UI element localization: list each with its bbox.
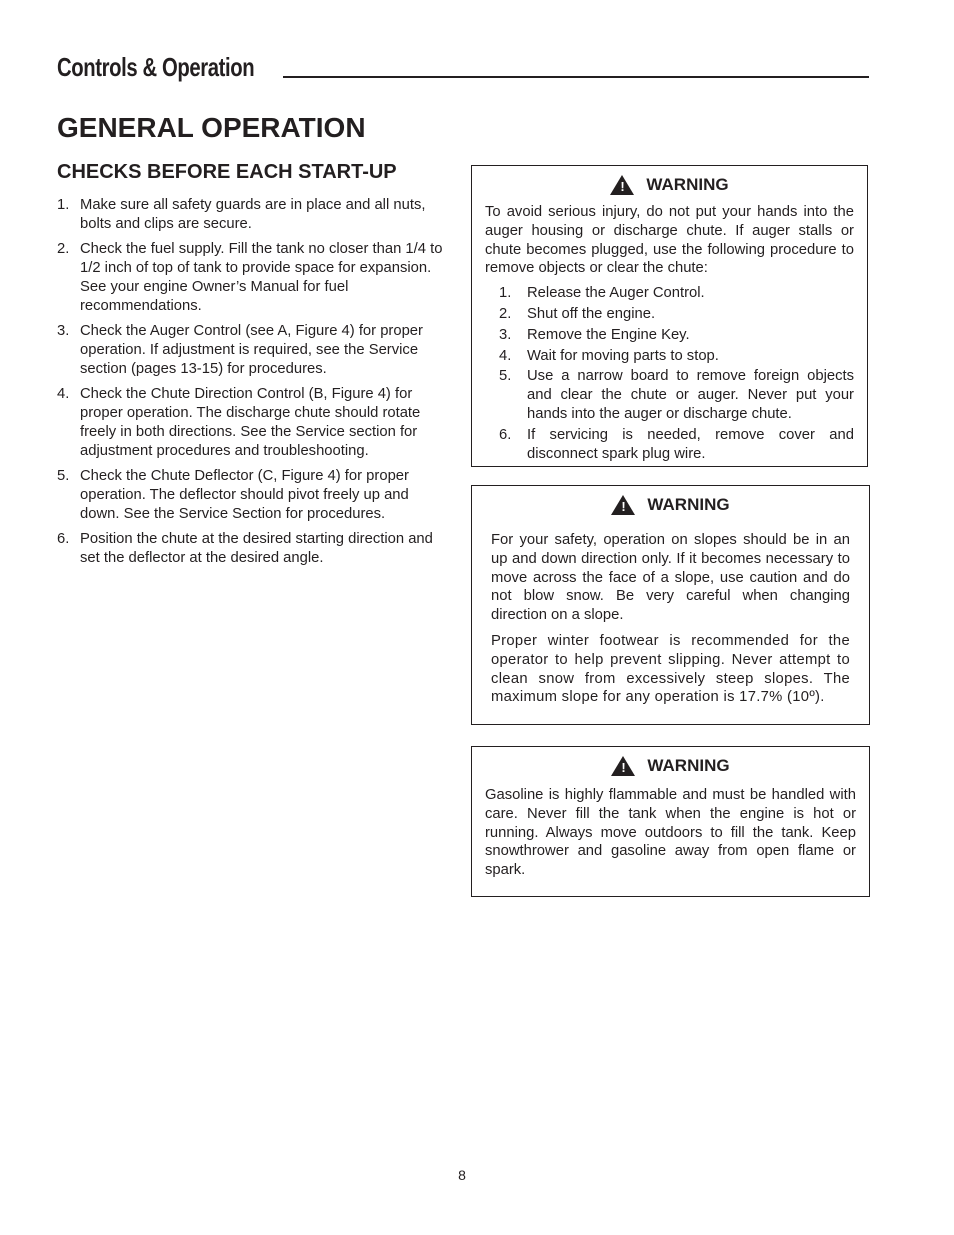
item-text: Use a narrow board to remove foreign objects and clear the chute or auger. Never put your hands into the auger or discharge chute. xyxy=(527,368,854,422)
warning-box-slopes xyxy=(471,485,870,725)
item-number: 6. xyxy=(57,531,70,547)
list-item xyxy=(57,322,447,379)
item-text: Release the Auger Control. xyxy=(527,285,705,302)
item-text: Shut off the engine. xyxy=(527,305,656,322)
warning-label: WARNING xyxy=(646,174,729,194)
checks-list xyxy=(57,196,447,574)
item-number: 2. xyxy=(57,241,70,257)
item-text: Remove the Engine Key. xyxy=(527,326,690,343)
item-text: Check the Auger Control (see A, Figure 4) for proper operation. If adjustment is required, see the Service section (pages 13-15) for procedures. xyxy=(80,323,423,377)
item-text: Position the chute at the desired starting direction and set the deflector at the desired angle. xyxy=(80,531,433,566)
warning-box-gasoline xyxy=(471,746,870,897)
warning-header xyxy=(485,756,856,776)
warning-label: WARNING xyxy=(647,494,730,514)
list-item xyxy=(57,196,447,234)
item-text: Check the Chute Direction Control (B, Figure 4) for proper operation. The discharge chute should rotate freely in both directions. See the Service section for adjustment procedures and troubleshooting. xyxy=(80,386,421,459)
list-item xyxy=(57,530,447,568)
warning-label: WARNING xyxy=(647,755,730,775)
warning-box-auger xyxy=(471,165,868,467)
list-item xyxy=(485,367,854,423)
header-rule xyxy=(283,76,869,78)
subsection-title: CHECKS BEFORE EACH START-UP xyxy=(57,161,397,183)
list-item xyxy=(57,385,447,461)
warning-triangle-icon: ! xyxy=(611,495,635,515)
list-item xyxy=(485,326,854,345)
item-number: 6. xyxy=(499,426,512,443)
warning-text: For your safety, operation on slopes should be in an up and down direction only. If it becomes necessary to move across the face of a slope, use caution and do not blow snow. Be very careful when changing direction on a slope. xyxy=(491,532,850,624)
warning-header xyxy=(485,175,854,195)
item-number: 5. xyxy=(57,468,70,484)
item-text: If servicing is needed, remove cover and disconnect spark plug wire. xyxy=(527,426,854,462)
list-item xyxy=(485,347,854,366)
section-title: Controls & Operation xyxy=(57,52,255,82)
list-item xyxy=(485,284,854,303)
section-header xyxy=(57,52,869,80)
item-text: Wait for moving parts to stop. xyxy=(527,347,719,364)
warning-header xyxy=(491,495,850,515)
item-number: 1. xyxy=(57,197,70,213)
warning-triangle-icon: ! xyxy=(611,756,635,776)
list-item xyxy=(485,426,854,464)
warning-text: To avoid serious injury, do not put your hands into the auger housing or discharge chute. If auger stalls or chute becomes plugged, use the following procedure to remove objects or clear the chute: xyxy=(485,204,854,277)
item-number: 4. xyxy=(499,347,512,364)
warning-triangle-icon: ! xyxy=(610,175,634,195)
page-number: 8 xyxy=(458,1167,466,1183)
item-number: 3. xyxy=(499,326,512,343)
list-item xyxy=(57,240,447,316)
item-number: 2. xyxy=(499,305,512,322)
warning-text: Gasoline is highly flammable and must be handled with care. Never fill the tank when the engine is hot or running. Always move outdoors to fill the tank. Keep snowthrower and gasoline away from open flame or spark. xyxy=(485,787,856,879)
warning-steps xyxy=(485,284,854,463)
list-item xyxy=(485,305,854,324)
item-text: Check the fuel supply. Fill the tank no closer than 1/4 to 1/2 inch of top of tank to provide space for expansion. See your engine Owner’s Manual for fuel recommendations. xyxy=(80,241,443,314)
item-text: Check the Chute Deflector (C, Figure 4) for proper operation. The deflector should pivot freely up and down. See the Service Section for procedures. xyxy=(80,468,409,522)
item-number: 5. xyxy=(499,368,512,385)
page-title: GENERAL OPERATION xyxy=(57,112,366,143)
item-number: 1. xyxy=(499,285,512,302)
warning-text: Proper winter footwear is recommended for the operator to help prevent slipping. Never attempt to clean snow from excessively steep slopes. The maximum slope for any operation is 17.7% (10º). xyxy=(491,632,850,706)
item-number: 3. xyxy=(57,323,70,339)
item-text: Make sure all safety guards are in place and all nuts, bolts and clips are secure. xyxy=(80,197,426,232)
list-item xyxy=(57,467,447,524)
item-number: 4. xyxy=(57,386,70,402)
